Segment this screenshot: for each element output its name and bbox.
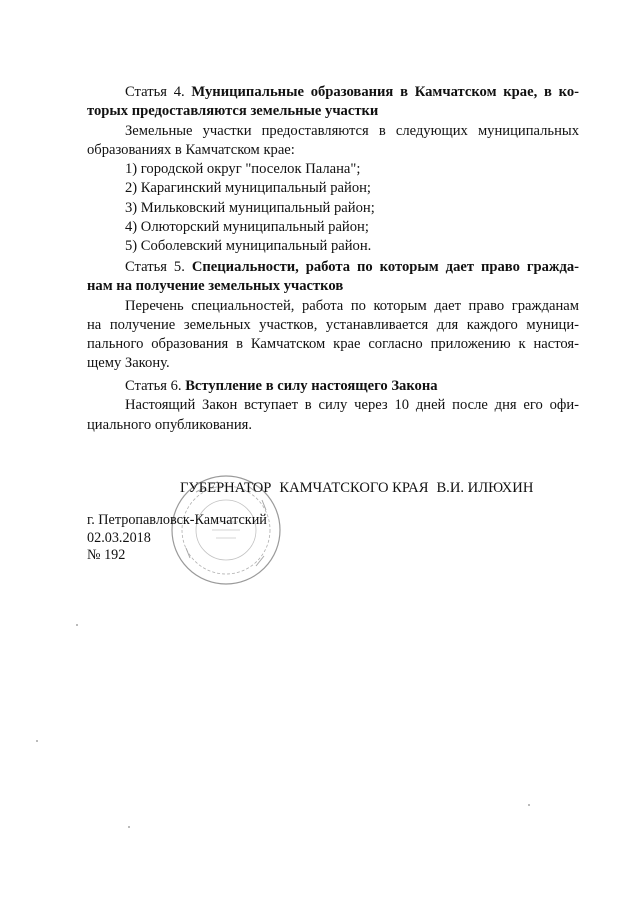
list-item: 2) Карагинский муниципальный район; <box>125 180 371 197</box>
scan-speck <box>36 740 38 742</box>
signing-date: 02.03.2018 <box>87 529 151 546</box>
governor-position: ГУБЕРНАТОР <box>180 480 272 496</box>
list-item: 1) городской округ "поселок Палана"; <box>125 161 361 178</box>
article-4-paragraph-line-2: образованиях в Камчатском крае: <box>87 141 295 158</box>
scan-speck <box>528 804 530 806</box>
article-4-paragraph-line-1: Земельные участки предоставляются в следующих муниципальных <box>125 122 579 139</box>
article-5-title-line-2: нам на получение земельных участков <box>87 278 344 295</box>
article-5-body-line: на получение земельных участков, устанавливается для каждого муници- <box>87 316 579 333</box>
article-6 <box>87 377 579 435</box>
governor-region: КАМЧАТСКОГО КРАЯ <box>279 480 429 496</box>
governor-signature <box>180 480 533 497</box>
governor-name: В.И. ИЛЮХИН <box>436 480 534 496</box>
article-4-prefix: Статья 4. <box>125 84 192 100</box>
article-4-heading <box>87 83 579 102</box>
article-5-body-line: Перечень специальностей, работа по которым дает право гражданам <box>125 297 579 314</box>
document-requisites <box>87 512 267 565</box>
article-4-title-line-2: торых предоставляются земельные участки <box>87 103 379 120</box>
list-item: 4) Олюторский муниципальный район; <box>125 219 369 236</box>
law-number: № 192 <box>87 547 126 563</box>
article-5-prefix: Статья 5. <box>125 259 192 275</box>
article-4-title-line-1: Муниципальные образования в Камчатском крае, в ко- <box>191 84 580 100</box>
article-5 <box>87 258 579 374</box>
article-6-body-line: циального опубликования. <box>87 416 253 433</box>
article-5-title-line-1: Специальности, работа по которым дает право гражда- <box>191 259 579 275</box>
scan-speck <box>128 826 130 828</box>
list-item: 3) Мильковский муниципальный район; <box>125 199 375 216</box>
article-6-prefix: Статья 6. <box>125 378 186 394</box>
article-5-body-line: пального образования в Камчатском крае согласно приложению к настоя- <box>87 336 579 353</box>
list-item: 5) Соболевский муниципальный район. <box>125 238 372 255</box>
place-of-signing: г. Петропавловск-Камчатский <box>87 512 267 528</box>
article-6-title: Вступление в силу настоящего Закона <box>185 378 438 394</box>
article-6-body-line: Настоящий Закон вступает в силу через 10 дней после дня его офи- <box>125 397 579 414</box>
article-5-body-line: щему Закону. <box>87 355 170 372</box>
article-5-heading <box>87 258 579 277</box>
scan-speck <box>76 624 78 626</box>
article-4 <box>87 83 579 257</box>
article-6-heading <box>87 377 579 396</box>
